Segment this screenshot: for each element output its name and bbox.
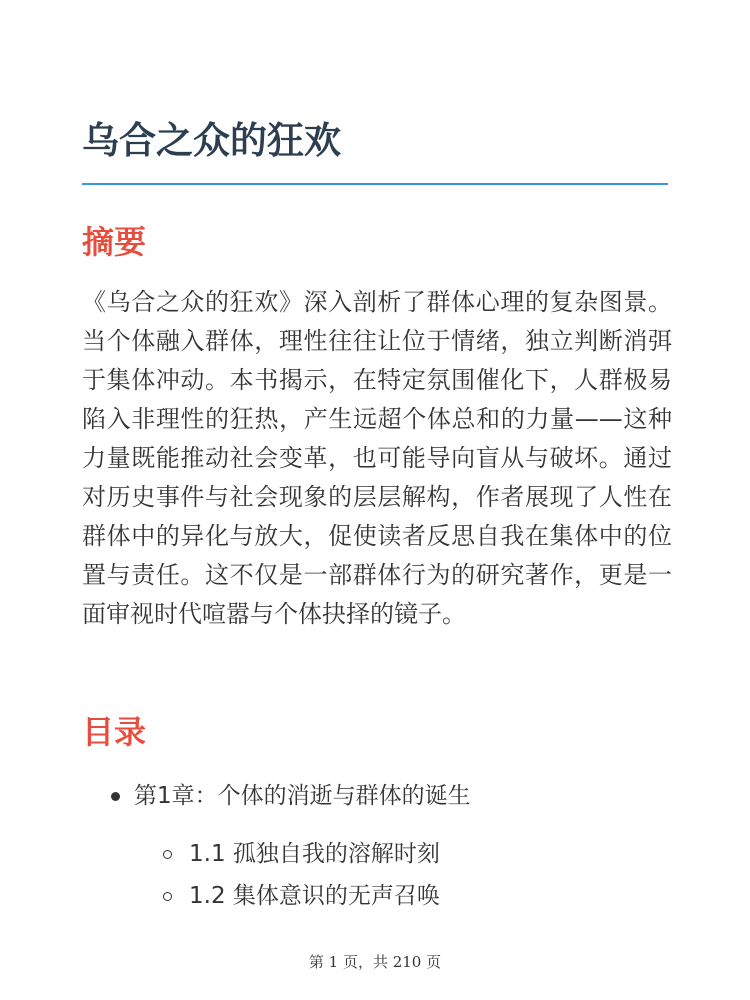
bullet-circle-icon <box>163 850 172 859</box>
page-number-footer: 第 1 页，共 210 页 <box>308 953 442 971</box>
title-divider <box>82 183 668 185</box>
toc-section-item[interactable]: 1.2 集体意识的无声召唤 <box>189 883 440 909</box>
bullet-circle-icon <box>163 892 172 901</box>
toc-section-item[interactable]: 1.1 孤独自我的溶解时刻 <box>189 841 440 867</box>
abstract-paragraph: 《乌合之众的狂欢》深入剖析了群体心理的复杂图景。当个体融入群体，理性往往让位于情绪，独立判断消弭于集体冲动。本书揭示，在特定氛围催化下，人群极易陷入非理性的狂热，产生远超个体总和的力量——这种力量既能推动社会变革，也可能导向盲从与破坏。通过对历史事件与社会现象的层层解构，作者展现了人性在群体中的异化与放大，促使读者反思自我在集体中的位置与责任。这不仅是一部群体行为的研究著作，更是一面审视时代喧嚣与个体抉择的镜子。 <box>82 288 672 628</box>
toc-chapter-item[interactable]: 第1章：个体的消逝与群体的诞生 <box>134 783 471 809</box>
summary-heading: 摘要 <box>82 223 147 261</box>
document-title: 乌合之众的狂欢 <box>82 119 341 162</box>
toc-heading: 目录 <box>82 713 147 751</box>
bullet-disc-icon <box>111 792 120 801</box>
